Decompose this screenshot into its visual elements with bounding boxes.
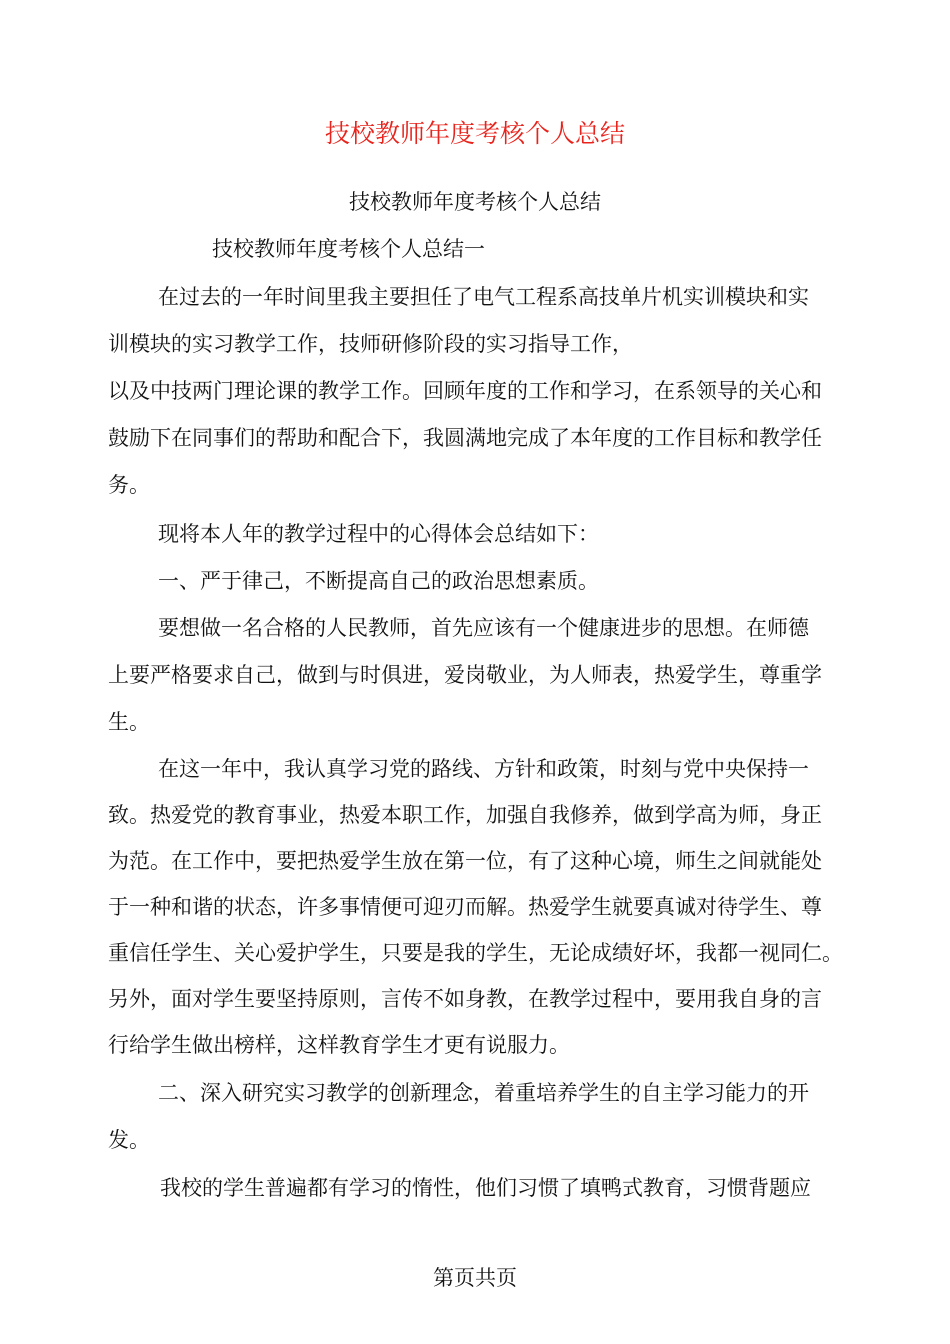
document-subtitle: 技校教师年度考核个人总结 xyxy=(349,190,601,214)
paragraph-line: 务。 xyxy=(108,473,150,497)
paragraph-line: 致。热爱党的教育事业，热爱本职工作，加强自我修养，做到学高为师，身正 xyxy=(108,803,822,827)
paragraph-line: 为范。在工作中，要把热爱学生放在第一位，有了这种心境，师生之间就能处 xyxy=(108,849,822,873)
paragraph-line: 行给学生做出榜样，这样教育学生才更有说服力。 xyxy=(108,1033,570,1057)
paragraph-line: 于一种和谐的状态，许多事情便可迎刃而解。热爱学生就要真诚对待学生、尊 xyxy=(108,895,822,919)
paragraph-line: 发。 xyxy=(108,1128,150,1152)
paragraph-line: 现将本人年的教学过程中的心得体会总结如下： xyxy=(158,522,599,546)
paragraph-line: 在过去的一年时间里我主要担任了电气工程系高技单片机实训模块和实 xyxy=(158,285,809,309)
section-heading: 技校教师年度考核个人总结一 xyxy=(212,237,485,261)
paragraph-line: 上要严格要求自己，做到与时俱进，爱岗敬业，为人师表，热爱学生，尊重学 xyxy=(108,663,822,687)
paragraph-line: 重信任学生、关心爱护学生，只要是我的学生，无论成绩好坏，我都一视同仁。 xyxy=(108,941,843,965)
paragraph-line: 二、深入研究实习教学的创新理念，着重培养学生的自主学习能力的开 xyxy=(158,1081,809,1105)
paragraph-line: 另外，面对学生要坚持原则，言传不如身教，在教学过程中，要用我自身的言 xyxy=(108,987,822,1011)
paragraph-line: 我校的学生普遍都有学习的惰性，他们习惯了填鸭式教育，习惯背题应 xyxy=(160,1176,811,1200)
paragraph-line: 训模块的实习教学工作，技师研修阶段的实习指导工作， xyxy=(108,332,633,356)
paragraph-line: 在这一年中，我认真学习党的路线、方针和政策，时刻与党中央保持一 xyxy=(158,757,809,781)
paragraph-line: 以及中技两门理论课的教学工作。回顾年度的工作和学习，在系领导的关心和 xyxy=(108,379,822,403)
document-title: 技校教师年度考核个人总结 xyxy=(324,119,625,148)
paragraph-line: 生。 xyxy=(108,710,150,734)
page-footer: 第页共页 xyxy=(433,1266,517,1290)
paragraph-line: 要想做一名合格的人民教师，首先应该有一个健康进步的思想。在师德 xyxy=(158,616,809,640)
paragraph-line: 一、严于律己，不断提高自己的政治思想素质。 xyxy=(158,569,599,593)
paragraph-line: 鼓励下在同事们的帮助和配合下，我圆满地完成了本年度的工作目标和教学任 xyxy=(108,426,822,450)
